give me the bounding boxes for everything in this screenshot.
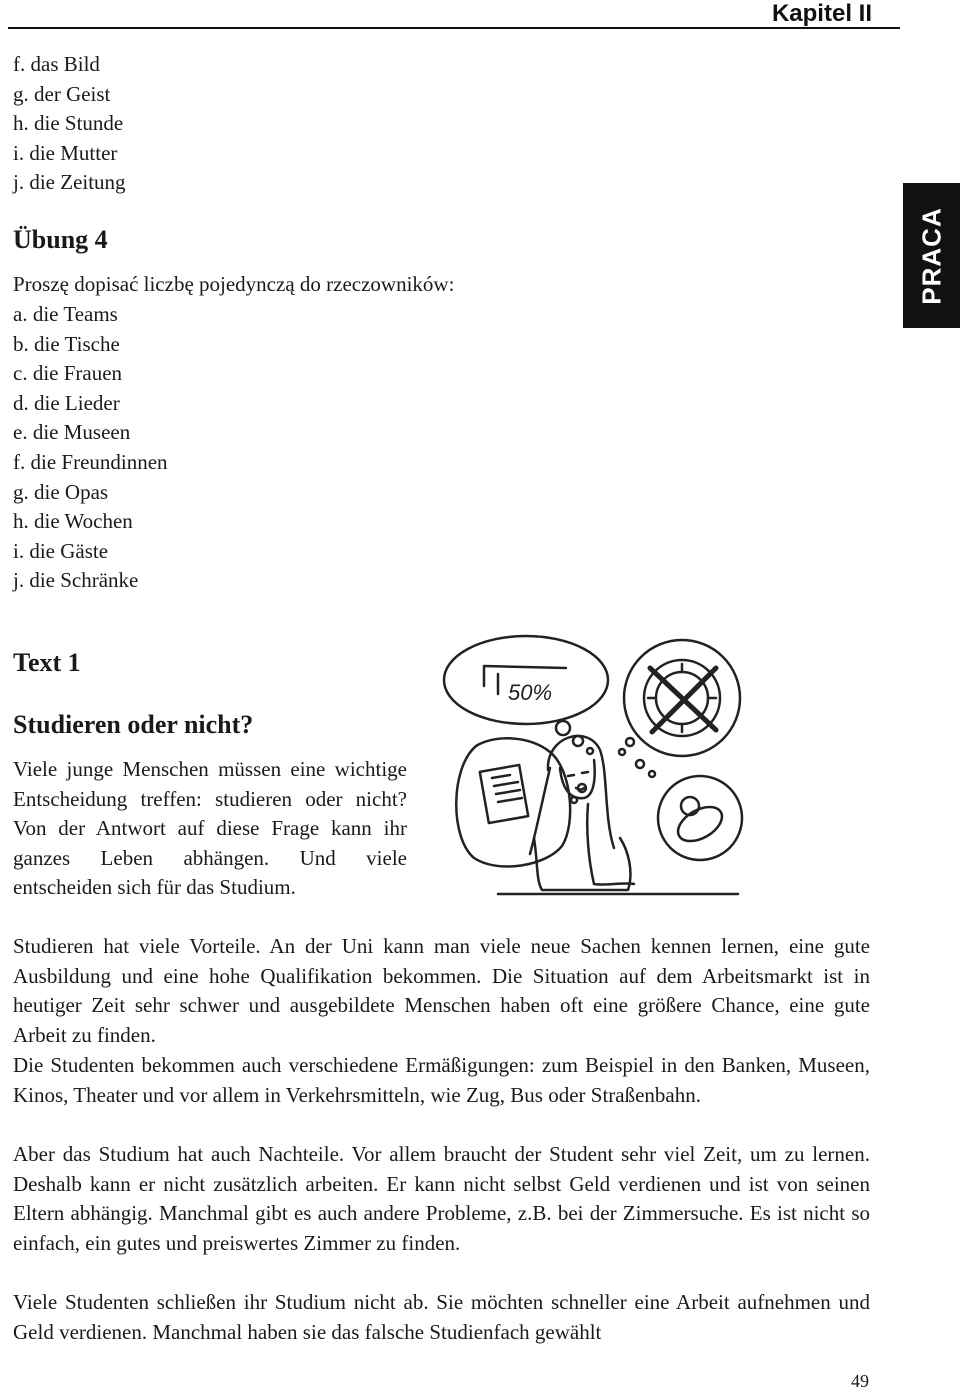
text-paragraph-2: Die Studenten bekommen auch verschiedene Ermäßigungen: zum Beispiel in den Banken, Museen, Kinos, Theater und vor allem in Verkehrsmitteln, wie Zug, Bus oder Straßenbahn. bbox=[13, 1053, 870, 1107]
exercise-instruction: Proszę dopisać liczbę pojedynczą do rzeczowników: bbox=[13, 272, 455, 296]
exercise-list bbox=[13, 300, 168, 596]
side-tab bbox=[903, 183, 960, 328]
list-item: g. der Geist bbox=[13, 81, 111, 106]
list-item: b. die Tische bbox=[13, 331, 120, 356]
list-item: h. die Wochen bbox=[13, 509, 133, 534]
text-title: Studieren oder nicht? bbox=[13, 710, 254, 739]
page-number: 49 bbox=[851, 1371, 869, 1391]
text-label: Text 1 bbox=[13, 648, 81, 677]
list-item: h. die Stunde bbox=[13, 111, 124, 136]
chapter-title: Kapitel II bbox=[771, 0, 872, 27]
text-paragraph-3: Aber das Studium hat auch Nachteile. Vor allem braucht der Student sehr viel Zeit, um zu lernen. Deshalb kann er nicht zusätzlich arbeiten. Er kann nicht selbst Geld verdienen und ist von seinen Eltern abhängig. Manchmal gibt es auch andere Probleme, z.B. bei der Zimmersuche. Es ist nicht so einfach, ein gutes und preiswertes Zimmer zu finden. bbox=[13, 1142, 870, 1255]
list-item: j. die Zeitung bbox=[13, 170, 126, 195]
list-item: e. die Museen bbox=[13, 420, 131, 445]
price-tag-text: 50% bbox=[508, 680, 553, 705]
text-intro: Viele junge Menschen müssen eine wichtige Entscheidung treffen: studieren oder nicht? Von der Antwort auf diese Frage kann ihr ganzes Leben abhängen. Und viele entscheiden sich für das Studium. bbox=[13, 757, 407, 900]
list-item: d. die Lieder bbox=[13, 390, 120, 415]
list-item: i. die Mutter bbox=[13, 140, 118, 165]
list-item: g. die Opas bbox=[13, 479, 109, 504]
thought-bubble-baby bbox=[658, 776, 742, 860]
list-item: i. die Gäste bbox=[13, 538, 109, 563]
list-item: a. die Teams bbox=[13, 302, 118, 326]
header-rule bbox=[8, 27, 900, 29]
student-illustration bbox=[438, 628, 748, 900]
exercise-title: Übung 4 bbox=[13, 225, 108, 254]
previous-exercise-list bbox=[13, 50, 126, 198]
list-item: j. die Schränke bbox=[13, 568, 139, 593]
list-item: f. das Bild bbox=[13, 52, 100, 76]
side-tab-label: PRACA bbox=[916, 206, 946, 305]
text-paragraph-1: Studieren hat viele Vorteile. An der Uni kann man viele neue Sachen kennen lernen, eine gute Ausbildung und eine hohe Qualifikation bekommen. Die Situation auf dem Arbeitsmarkt ist in heutiger Zeit sehr schwer und ausgebildete Menschen haben oft eine größere Chance, eine gute Arbeit zu finden. bbox=[13, 934, 870, 1047]
thought-bubble-newspaper bbox=[456, 738, 570, 866]
text-paragraph-4: Viele Studenten schließen ihr Studium nicht ab. Sie möchten schneller eine Arbeit aufnehmen und Geld verdienen. Manchmal haben sie das falsche Studienfach gewählt bbox=[13, 1290, 870, 1344]
list-item: f. die Freundinnen bbox=[13, 449, 168, 474]
list-item: c. die Frauen bbox=[13, 361, 123, 386]
girl-body bbox=[534, 838, 630, 890]
